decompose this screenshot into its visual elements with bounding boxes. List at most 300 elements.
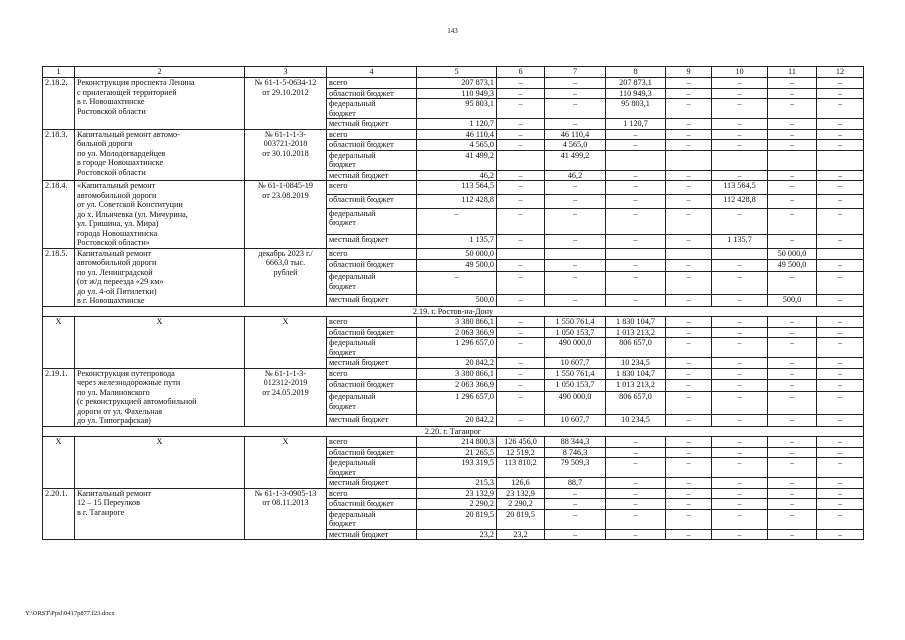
- value-cell: 126 456,0: [497, 437, 545, 448]
- column-header: 3: [245, 67, 327, 78]
- value-cell: –: [666, 358, 712, 369]
- value-cell: –: [712, 529, 768, 540]
- value-cell: –: [497, 380, 545, 392]
- value-cell: 2 063 366,9: [417, 380, 497, 392]
- column-header: 6: [497, 67, 545, 78]
- budget-label: местный бюджет: [327, 478, 417, 489]
- value-cell: –: [666, 380, 712, 392]
- value-cell: –: [666, 327, 712, 338]
- value-cell: 1 296 657,0: [417, 338, 497, 358]
- budget-label: всего: [327, 78, 417, 89]
- item-document: X: [245, 437, 327, 489]
- value-cell: –: [497, 170, 545, 181]
- value-cell: [606, 248, 666, 260]
- value-cell: –: [817, 317, 864, 328]
- section-row: [43, 306, 864, 317]
- budget-label: местный бюджет: [327, 294, 417, 306]
- budget-label: федеральный бюджет: [327, 150, 417, 170]
- item-name: Капитальный ремонт автомобильной дороги по ул. Ленинградской (от ж/д переезда «29 км» до ул. 4-ой Пятилетки) в г. Новошахтинске: [75, 248, 245, 306]
- value-cell: –: [497, 194, 545, 208]
- value-cell: –: [817, 458, 864, 478]
- value-cell: –: [497, 338, 545, 358]
- value-cell: –: [817, 447, 864, 458]
- value-cell: –: [817, 140, 864, 151]
- value-cell: 1 830 104,7: [606, 368, 666, 380]
- value-cell: 193 319,5: [417, 458, 497, 478]
- value-cell: 113 564,5: [417, 181, 497, 195]
- table-row: [43, 181, 864, 195]
- value-cell: 806 657,0: [606, 392, 666, 415]
- value-cell: –: [606, 194, 666, 208]
- value-cell: 20 819,5: [497, 509, 545, 529]
- item-document: декабрь 2023 г./ 6663,0 тыс. рублей: [245, 248, 327, 306]
- item-number: 2.18.3.: [43, 129, 75, 181]
- value-cell: 79 509,3: [545, 458, 606, 478]
- value-cell: –: [712, 208, 768, 234]
- value-cell: –: [817, 488, 864, 499]
- value-cell: –: [712, 499, 768, 510]
- value-cell: –: [712, 129, 768, 140]
- value-cell: –: [768, 317, 817, 328]
- value-cell: 10 234,5: [606, 414, 666, 426]
- item-number: X: [43, 317, 75, 369]
- value-cell: 23 132,9: [497, 488, 545, 499]
- value-cell: –: [606, 488, 666, 499]
- value-cell: –: [768, 208, 817, 234]
- value-cell: 126,6: [497, 478, 545, 489]
- value-cell: 1 135,7: [417, 234, 497, 248]
- table-row: [43, 129, 864, 140]
- value-cell: –: [606, 478, 666, 489]
- value-cell: –: [768, 88, 817, 99]
- value-cell: 215,3: [417, 478, 497, 489]
- value-cell: 3 380 866,1: [417, 368, 497, 380]
- value-cell: [712, 150, 768, 170]
- value-cell: 1 013 213,2: [606, 380, 666, 392]
- value-cell: 49 500,0: [768, 260, 817, 272]
- value-cell: –: [545, 194, 606, 208]
- table-row: [43, 437, 864, 448]
- value-cell: 1 135,7: [712, 234, 768, 248]
- value-cell: –: [545, 99, 606, 119]
- value-cell: [606, 150, 666, 170]
- value-cell: –: [768, 119, 817, 130]
- value-cell: [545, 248, 606, 260]
- value-cell: –: [606, 260, 666, 272]
- value-cell: 21 265,5: [417, 447, 497, 458]
- value-cell: –: [666, 392, 712, 415]
- value-cell: 3 380 866,1: [417, 317, 497, 328]
- value-cell: 1 550 761,4: [545, 317, 606, 328]
- value-cell: –: [606, 529, 666, 540]
- value-cell: 500,0: [768, 294, 817, 306]
- value-cell: 20 842,2: [417, 358, 497, 369]
- value-cell: –: [666, 458, 712, 478]
- value-cell: –: [666, 119, 712, 130]
- value-cell: –: [497, 181, 545, 195]
- value-cell: –: [817, 78, 864, 89]
- value-cell: –: [545, 529, 606, 540]
- value-cell: –: [817, 260, 864, 272]
- value-cell: [817, 248, 864, 260]
- column-header: 4: [327, 67, 417, 78]
- value-cell: 2 290,2: [497, 499, 545, 510]
- item-name: Капитальный ремонт автомо- бильной дороги по ул. Молодогвардейцев в городе Новошахтинске Ростовской области: [75, 129, 245, 181]
- value-cell: –: [666, 509, 712, 529]
- value-cell: [817, 150, 864, 170]
- value-cell: 490 000,0: [545, 392, 606, 415]
- value-cell: –: [768, 272, 817, 295]
- value-cell: –: [666, 208, 712, 234]
- value-cell: –: [497, 260, 545, 272]
- item-name: «Капитальный ремонт автомобильной дороги от ул. Советской Конституции до х. Ильичевка (ул. Мичурина, ул. Гришина, ул. Мира) города Новошахтинска Ростовской области»: [75, 181, 245, 249]
- value-cell: 20 842,2: [417, 414, 497, 426]
- value-cell: –: [666, 317, 712, 328]
- value-cell: –: [817, 368, 864, 380]
- value-cell: –: [606, 234, 666, 248]
- value-cell: –: [666, 170, 712, 181]
- budget-label: федеральный бюджет: [327, 208, 417, 234]
- value-cell: –: [417, 208, 497, 234]
- value-cell: –: [497, 358, 545, 369]
- value-cell: –: [545, 119, 606, 130]
- value-cell: –: [712, 317, 768, 328]
- value-cell: –: [768, 140, 817, 151]
- value-cell: 10 607,7: [545, 414, 606, 426]
- value-cell: –: [817, 272, 864, 295]
- value-cell: –: [666, 272, 712, 295]
- value-cell: –: [545, 88, 606, 99]
- value-cell: 12 519,2: [497, 447, 545, 458]
- value-cell: –: [712, 294, 768, 306]
- value-cell: 23,2: [497, 529, 545, 540]
- budget-label: всего: [327, 488, 417, 499]
- value-cell: –: [712, 478, 768, 489]
- value-cell: –: [768, 368, 817, 380]
- value-cell: –: [768, 338, 817, 358]
- value-cell: –: [817, 294, 864, 306]
- value-cell: –: [497, 234, 545, 248]
- value-cell: 46 110,4: [545, 129, 606, 140]
- value-cell: 806 657,0: [606, 338, 666, 358]
- value-cell: –: [497, 78, 545, 89]
- value-cell: –: [666, 529, 712, 540]
- budget-table: [42, 66, 864, 540]
- value-cell: –: [817, 129, 864, 140]
- value-cell: –: [666, 499, 712, 510]
- value-cell: –: [817, 437, 864, 448]
- value-cell: –: [666, 99, 712, 119]
- value-cell: –: [497, 414, 545, 426]
- value-cell: 113 810,2: [497, 458, 545, 478]
- value-cell: 1 830 104,7: [606, 317, 666, 328]
- value-cell: 88,7: [545, 478, 606, 489]
- value-cell: –: [545, 488, 606, 499]
- value-cell: –: [768, 78, 817, 89]
- table-row: [43, 78, 864, 89]
- value-cell: –: [712, 380, 768, 392]
- item-name: Реконструкция проспекта Ленина с прилегающей территорией в г. Новошахтинске Ростовской области: [75, 78, 245, 130]
- value-cell: –: [497, 327, 545, 338]
- value-cell: –: [606, 458, 666, 478]
- value-cell: 207 873,1: [417, 78, 497, 89]
- value-cell: 41 499,2: [545, 150, 606, 170]
- item-document: № 61-1-1-3- 003721-2018 от 30.10.2018: [245, 129, 327, 181]
- value-cell: –: [497, 368, 545, 380]
- value-cell: –: [497, 119, 545, 130]
- value-cell: 1 120,7: [606, 119, 666, 130]
- value-cell: –: [666, 437, 712, 448]
- value-cell: –: [768, 488, 817, 499]
- section-title: 2.20. г. Таганрог: [43, 426, 864, 437]
- value-cell: –: [712, 458, 768, 478]
- footer-path: Y:\ORST\Ppsl\0417p877.f23.docx: [25, 610, 115, 617]
- budget-label: федеральный бюджет: [327, 272, 417, 295]
- page-number: 143: [447, 27, 458, 35]
- value-cell: 1 013 213,2: [606, 327, 666, 338]
- item-number: 2.18.5.: [43, 248, 75, 306]
- value-cell: –: [606, 509, 666, 529]
- budget-label: областной бюджет: [327, 499, 417, 510]
- value-cell: –: [606, 140, 666, 151]
- value-cell: –: [712, 509, 768, 529]
- value-cell: –: [606, 294, 666, 306]
- value-cell: –: [666, 140, 712, 151]
- value-cell: –: [712, 327, 768, 338]
- column-header: 2: [75, 67, 245, 78]
- value-cell: 1 050 153,7: [545, 380, 606, 392]
- budget-label: областной бюджет: [327, 380, 417, 392]
- value-cell: –: [497, 99, 545, 119]
- budget-label: всего: [327, 368, 417, 380]
- value-cell: –: [768, 380, 817, 392]
- budget-label: местный бюджет: [327, 529, 417, 540]
- value-cell: [666, 248, 712, 260]
- value-cell: –: [545, 294, 606, 306]
- value-cell: –: [606, 208, 666, 234]
- value-cell: –: [817, 234, 864, 248]
- value-cell: –: [712, 119, 768, 130]
- value-cell: [497, 248, 545, 260]
- value-cell: 207 873,1: [606, 78, 666, 89]
- value-cell: –: [712, 358, 768, 369]
- budget-label: местный бюджет: [327, 358, 417, 369]
- value-cell: –: [817, 529, 864, 540]
- item-number: 2.20.1.: [43, 488, 75, 540]
- value-cell: –: [712, 488, 768, 499]
- item-document: № 61-1-3-0905-13 от 08.11.2013: [245, 488, 327, 540]
- value-cell: –: [545, 181, 606, 195]
- value-cell: [497, 150, 545, 170]
- value-cell: 23 132,9: [417, 488, 497, 499]
- value-cell: –: [666, 78, 712, 89]
- value-cell: –: [712, 392, 768, 415]
- value-cell: –: [768, 499, 817, 510]
- value-cell: –: [497, 140, 545, 151]
- value-cell: 95 803,1: [606, 99, 666, 119]
- item-name: Капитальный ремонт 12 – 15 Переулков в г. Таганроге: [75, 488, 245, 540]
- value-cell: 23,2: [417, 529, 497, 540]
- value-cell: –: [712, 88, 768, 99]
- value-cell: –: [817, 327, 864, 338]
- value-cell: –: [545, 509, 606, 529]
- value-cell: –: [666, 234, 712, 248]
- value-cell: –: [768, 414, 817, 426]
- value-cell: –: [817, 358, 864, 369]
- item-document: № 61-1-1-3- 012312-2019 от 24.05.2019: [245, 368, 327, 426]
- item-number: 2.18.2.: [43, 78, 75, 130]
- value-cell: 4 565,0: [417, 140, 497, 151]
- value-cell: –: [666, 478, 712, 489]
- value-cell: –: [545, 272, 606, 295]
- value-cell: –: [417, 272, 497, 295]
- column-header: 7: [545, 67, 606, 78]
- value-cell: –: [817, 99, 864, 119]
- value-cell: –: [817, 194, 864, 208]
- value-cell: –: [666, 488, 712, 499]
- value-cell: –: [712, 78, 768, 89]
- value-cell: –: [817, 170, 864, 181]
- budget-label: всего: [327, 317, 417, 328]
- value-cell: 88 344,3: [545, 437, 606, 448]
- value-cell: –: [606, 181, 666, 195]
- value-cell: 1 050 153,7: [545, 327, 606, 338]
- column-header: 9: [666, 67, 712, 78]
- item-name: Реконструкция путепровода через железнодорожные пути по ул. Малиновского (с реконструкцией автомобильной дороги от ул. Фахельная до ул. Типографская): [75, 368, 245, 426]
- value-cell: –: [768, 194, 817, 208]
- value-cell: –: [712, 99, 768, 119]
- item-name: X: [75, 317, 245, 369]
- item-number: 2.19.1.: [43, 368, 75, 426]
- value-cell: –: [606, 447, 666, 458]
- value-cell: –: [712, 140, 768, 151]
- header-row: [43, 67, 864, 78]
- value-cell: –: [817, 478, 864, 489]
- item-name: X: [75, 437, 245, 489]
- item-document: X: [245, 317, 327, 369]
- value-cell: –: [817, 208, 864, 234]
- budget-label: областной бюджет: [327, 194, 417, 208]
- budget-label: областной бюджет: [327, 140, 417, 151]
- table-row: [43, 317, 864, 328]
- value-cell: –: [666, 294, 712, 306]
- value-cell: 10 607,7: [545, 358, 606, 369]
- value-cell: 10 234,5: [606, 358, 666, 369]
- budget-label: всего: [327, 248, 417, 260]
- value-cell: –: [666, 88, 712, 99]
- value-cell: –: [545, 234, 606, 248]
- value-cell: –: [817, 181, 864, 195]
- budget-label: федеральный бюджет: [327, 458, 417, 478]
- value-cell: –: [817, 88, 864, 99]
- column-header: 1: [43, 67, 75, 78]
- table-row: [43, 368, 864, 380]
- column-header: 11: [768, 67, 817, 78]
- value-cell: –: [606, 170, 666, 181]
- budget-label: всего: [327, 437, 417, 448]
- budget-label: федеральный бюджет: [327, 392, 417, 415]
- value-cell: –: [606, 437, 666, 448]
- value-cell: 20 819,5: [417, 509, 497, 529]
- value-cell: –: [497, 129, 545, 140]
- value-cell: 1 120,7: [417, 119, 497, 130]
- budget-label: местный бюджет: [327, 170, 417, 181]
- value-cell: –: [545, 78, 606, 89]
- value-cell: 46,2: [545, 170, 606, 181]
- budget-label: областной бюджет: [327, 327, 417, 338]
- value-cell: –: [768, 181, 817, 195]
- value-cell: –: [817, 119, 864, 130]
- value-cell: 50 000,0: [417, 248, 497, 260]
- value-cell: [768, 150, 817, 170]
- value-cell: –: [666, 447, 712, 458]
- budget-label: федеральный бюджет: [327, 99, 417, 119]
- table-row: [43, 248, 864, 260]
- value-cell: –: [545, 260, 606, 272]
- budget-label: областной бюджет: [327, 88, 417, 99]
- value-cell: –: [545, 208, 606, 234]
- value-cell: –: [497, 208, 545, 234]
- value-cell: –: [817, 338, 864, 358]
- value-cell: 8 746,3: [545, 447, 606, 458]
- value-cell: 490 000,0: [545, 338, 606, 358]
- value-cell: –: [666, 129, 712, 140]
- value-cell: 214 800,3: [417, 437, 497, 448]
- value-cell: –: [768, 99, 817, 119]
- value-cell: –: [712, 338, 768, 358]
- column-header: 5: [417, 67, 497, 78]
- value-cell: –: [712, 414, 768, 426]
- value-cell: –: [768, 327, 817, 338]
- budget-label: всего: [327, 129, 417, 140]
- value-cell: –: [768, 458, 817, 478]
- value-cell: –: [768, 234, 817, 248]
- budget-label: местный бюджет: [327, 414, 417, 426]
- value-cell: 500,0: [417, 294, 497, 306]
- value-cell: –: [497, 88, 545, 99]
- value-cell: –: [768, 447, 817, 458]
- value-cell: –: [712, 447, 768, 458]
- value-cell: –: [712, 437, 768, 448]
- value-cell: –: [712, 272, 768, 295]
- column-header: 12: [817, 67, 864, 78]
- budget-label: местный бюджет: [327, 234, 417, 248]
- section-row: [43, 426, 864, 437]
- value-cell: –: [768, 509, 817, 529]
- column-header: 10: [712, 67, 768, 78]
- value-cell: –: [768, 392, 817, 415]
- value-cell: 41 499,2: [417, 150, 497, 170]
- section-title: 2.19. г. Ростов-на-Дону: [43, 306, 864, 317]
- value-cell: 113 564,5: [712, 181, 768, 195]
- value-cell: –: [712, 260, 768, 272]
- value-cell: 46 110,4: [417, 129, 497, 140]
- value-cell: 112 428,8: [712, 194, 768, 208]
- value-cell: –: [545, 499, 606, 510]
- item-number: X: [43, 437, 75, 489]
- value-cell: 2 063 366,9: [417, 327, 497, 338]
- value-cell: –: [712, 368, 768, 380]
- value-cell: –: [497, 272, 545, 295]
- value-cell: 112 428,8: [417, 194, 497, 208]
- value-cell: –: [666, 181, 712, 195]
- value-cell: –: [497, 392, 545, 415]
- value-cell: 1 550 761,4: [545, 368, 606, 380]
- value-cell: –: [666, 338, 712, 358]
- item-document: № 61-1-0845-19 от 23.08.2019: [245, 181, 327, 249]
- value-cell: –: [817, 392, 864, 415]
- value-cell: –: [666, 194, 712, 208]
